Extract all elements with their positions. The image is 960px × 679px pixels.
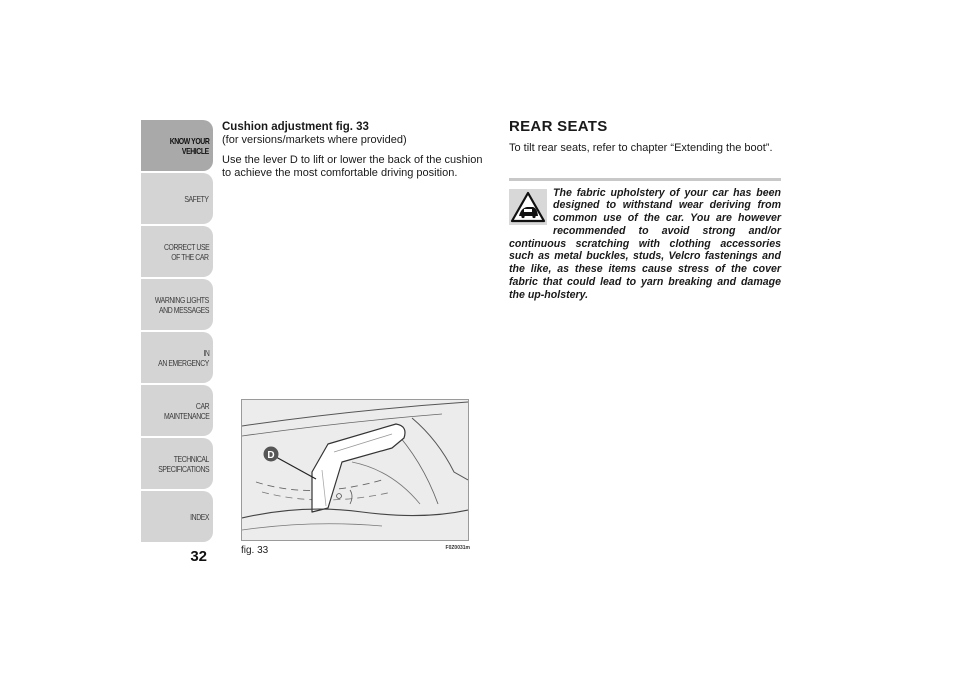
chapter-tab-label: WARNING LIGHTS bbox=[155, 294, 209, 305]
chapter-tab-2[interactable] bbox=[141, 226, 213, 277]
chapter-tab-0[interactable] bbox=[141, 120, 213, 171]
chapter-tab-label: SAFETY bbox=[184, 193, 209, 204]
chapter-tab-1[interactable] bbox=[141, 173, 213, 224]
chapter-tab-label: OF THE CAR bbox=[171, 251, 209, 262]
warning-triangle-car-icon bbox=[509, 189, 547, 225]
cushion-adjustment-subheading: (for versions/markets where provided) bbox=[222, 134, 407, 146]
page-number: 32 bbox=[190, 548, 207, 565]
chapter-tab-label: MAINTENANCE bbox=[163, 410, 209, 421]
section-title: REAR SEATS bbox=[509, 118, 608, 135]
figure-code: F0Z0031m bbox=[445, 545, 470, 551]
chapter-tab-label: KNOW YOUR bbox=[169, 135, 209, 146]
chapter-tab-label: SPECIFICATIONS bbox=[158, 463, 209, 474]
chapter-tab-label: AND MESSAGES bbox=[158, 304, 209, 315]
warning-box bbox=[509, 178, 781, 302]
chapter-tab-4[interactable] bbox=[141, 332, 213, 383]
chapter-tab-label: VEHICLE bbox=[182, 145, 209, 156]
chapter-tab-5[interactable] bbox=[141, 385, 213, 436]
chapter-tab-label: INDEX bbox=[190, 511, 209, 522]
chapter-tab-label: AN EMERGENCY bbox=[158, 357, 209, 368]
warning-text: The fabric upholstery of your car has been designed to withstand wear deriving from common use of the car. You are however recommended to avoid strong and/or continuous scratching with clothing accessories such as metal buckles, studs, Velcro fastenings and the like, as these items cause stress of the cover fabric that could lead to yarn breaking and damage the up-holstery. bbox=[509, 186, 781, 301]
figure-caption: fig. 33 bbox=[241, 545, 269, 556]
chapter-tab-6[interactable] bbox=[141, 438, 213, 489]
chapter-tab-7[interactable] bbox=[141, 491, 213, 542]
chapter-tabs bbox=[141, 120, 213, 544]
callout-d-label: D bbox=[267, 450, 275, 461]
right-column bbox=[509, 118, 781, 302]
chapter-tab-label: CAR bbox=[195, 400, 209, 411]
chapter-tab-label: CORRECT USE bbox=[163, 241, 209, 252]
rear-seats-intro: To tilt rear seats, refer to chapter “Extending the boot”. bbox=[509, 142, 773, 154]
chapter-tab-label: IN bbox=[202, 347, 209, 358]
chapter-tab-3[interactable] bbox=[141, 279, 213, 330]
chapter-tab-label: TECHNICAL bbox=[173, 453, 209, 464]
seat-lever-figure bbox=[241, 399, 469, 541]
cushion-adjustment-paragraph: Use the lever D to lift or lower the back of the cushion to achieve the most comfortable driving position. bbox=[222, 153, 483, 179]
cushion-adjustment-heading: Cushion adjustment fig. 33 bbox=[222, 121, 369, 133]
left-column bbox=[222, 120, 494, 181]
